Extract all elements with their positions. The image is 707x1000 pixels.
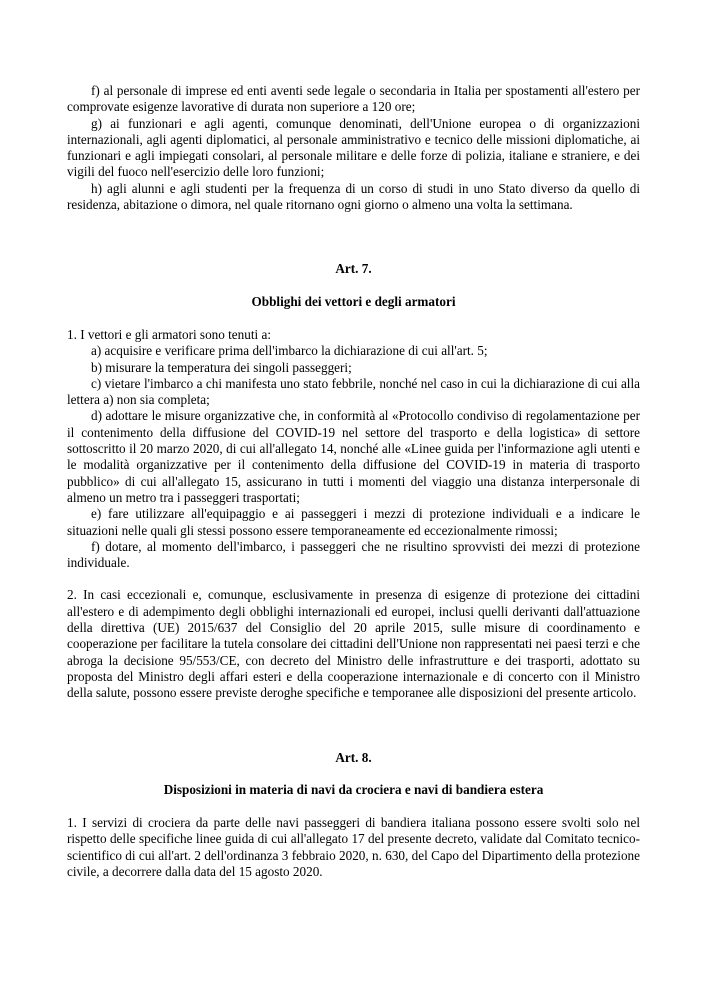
document-page [67,83,640,880]
spacer [67,766,640,782]
intro-item-f: f) al personale di imprese ed enti aventi sede legale o secondaria in Italia per spostamenti all'estero per comprovate esigenze lavorative di durata non superiore a 120 ore; [67,83,640,115]
spacer [67,798,640,815]
spacer [67,310,640,327]
art7-item-b: b) misurare la temperatura dei singoli passeggeri; [91,359,352,375]
art7-para1-lead: 1. I vettori e gli armatori sono tenuti a: [67,326,271,342]
art7-item-f: f) dotare, al momento dell'imbarco, i passeggeri che ne risultino sprovvisti dei mezzi di protezione individuale. [67,538,640,571]
art7-item-d: d) adottare le misure organizzative che, in conformità al «Protocollo condiviso di regolamentazione per il contenimento della diffusione del COVID-19 nel settore del trasporto e della logistica» di settore sottoscritto il 20 marzo 2020, di cui all'allegato 14, nonché alle «Linee guida per l'informazione agli utenti e le modalità organizzative per il contenimento della diffusione del COVID-19 in materia di trasporto pubblico» di cui all'allegato 15, assicurano in tutti i momenti del viaggio una distanza interpersonale di almeno un metro tra i passeggeri trasportati; [67,408,640,505]
spacer [67,213,640,261]
intro-item-g: g) ai funzionari e agli agenti, comunque denominati, dell'Unione europea o di organizzazioni internazionali, agli agenti diplomatici, al personale amministrativo e tecnico delle missioni diplomatiche, ai funzionari e agli impiegati consolari, al personale militare e delle forze di polizia, italiane e straniere, e dei vigili del fuoco nell'esercizio delle loro funzioni; [67,115,640,180]
intro-item-h: h) agli alunni e agli studenti per la frequenza di un corso di studi in uno Stato diverso da quello di residenza, abitazione o dimora, nel quale ritornano ogni giorno o almeno una volta la settimana. [67,180,640,213]
art7-item-e: e) fare utilizzare all'equipaggio e ai passeggeri i mezzi di protezione individuali e a indicare le situazioni nelle quali gli stessi possono essere temporaneamente ed eccezionalmente rimossi; [67,506,640,538]
art7-item-c: c) vietare l'imbarco a chi manifesta uno stato febbrile, nonché nel caso in cui la dichiarazione di cui alla lettera a) non sia completa; [67,375,640,408]
art7-heading: Obblighi dei vettori e degli armatori [251,293,456,309]
art7-item-a: a) acquisire e verificare prima dell'imbarco la dichiarazione di cui all'art. 5; [91,343,488,359]
spacer [67,278,640,294]
art8-number: Art. 8. [335,749,372,765]
art8-para1: 1. I servizi di crociera da parte delle navi passeggeri di bandiera italiana possono essere svolti solo nel rispetto delle specifiche linee guida di cui all'allegato 17 del presente decreto, validate dal Comitato tecnico-scientifico di cui all'art. 2 dell'ordinanza 3 febbraio 2020, n. 630, del Capo del Dipartimento della protezione civile, a decorrere dalla data del 15 agosto 2020. [67,815,640,879]
spacer [67,571,640,587]
spacer [67,702,640,750]
art8-heading: Disposizioni in materia di navi da crociera e navi di bandiera estera [163,781,544,797]
art7-number: Art. 7. [335,261,372,277]
art7-para2: 2. In casi eccezionali e, comunque, esclusivamente in presenza di esigenze di protezione dei cittadini all'estero e di adempimento degli obblighi internazionali ed europei, inclusi quelli derivanti dall'attuazione della direttiva (UE) 2015/637 del Consiglio del 20 aprile 2015, sulle misure di coordinamento e cooperazione per facilitare la tutela consolare dei cittadini dell'Unione non rappresentati nei paesi terzi e che abroga la decisione 95/553/CE, con decreto del Ministro delle infrastrutture e dei trasporti, adottato su proposta del Ministro degli affari esteri e della cooperazione internazionale e di concerto con il Ministro della salute, possono essere previste deroghe specifiche e temporanee alle disposizioni del presente articolo. [67,587,640,701]
